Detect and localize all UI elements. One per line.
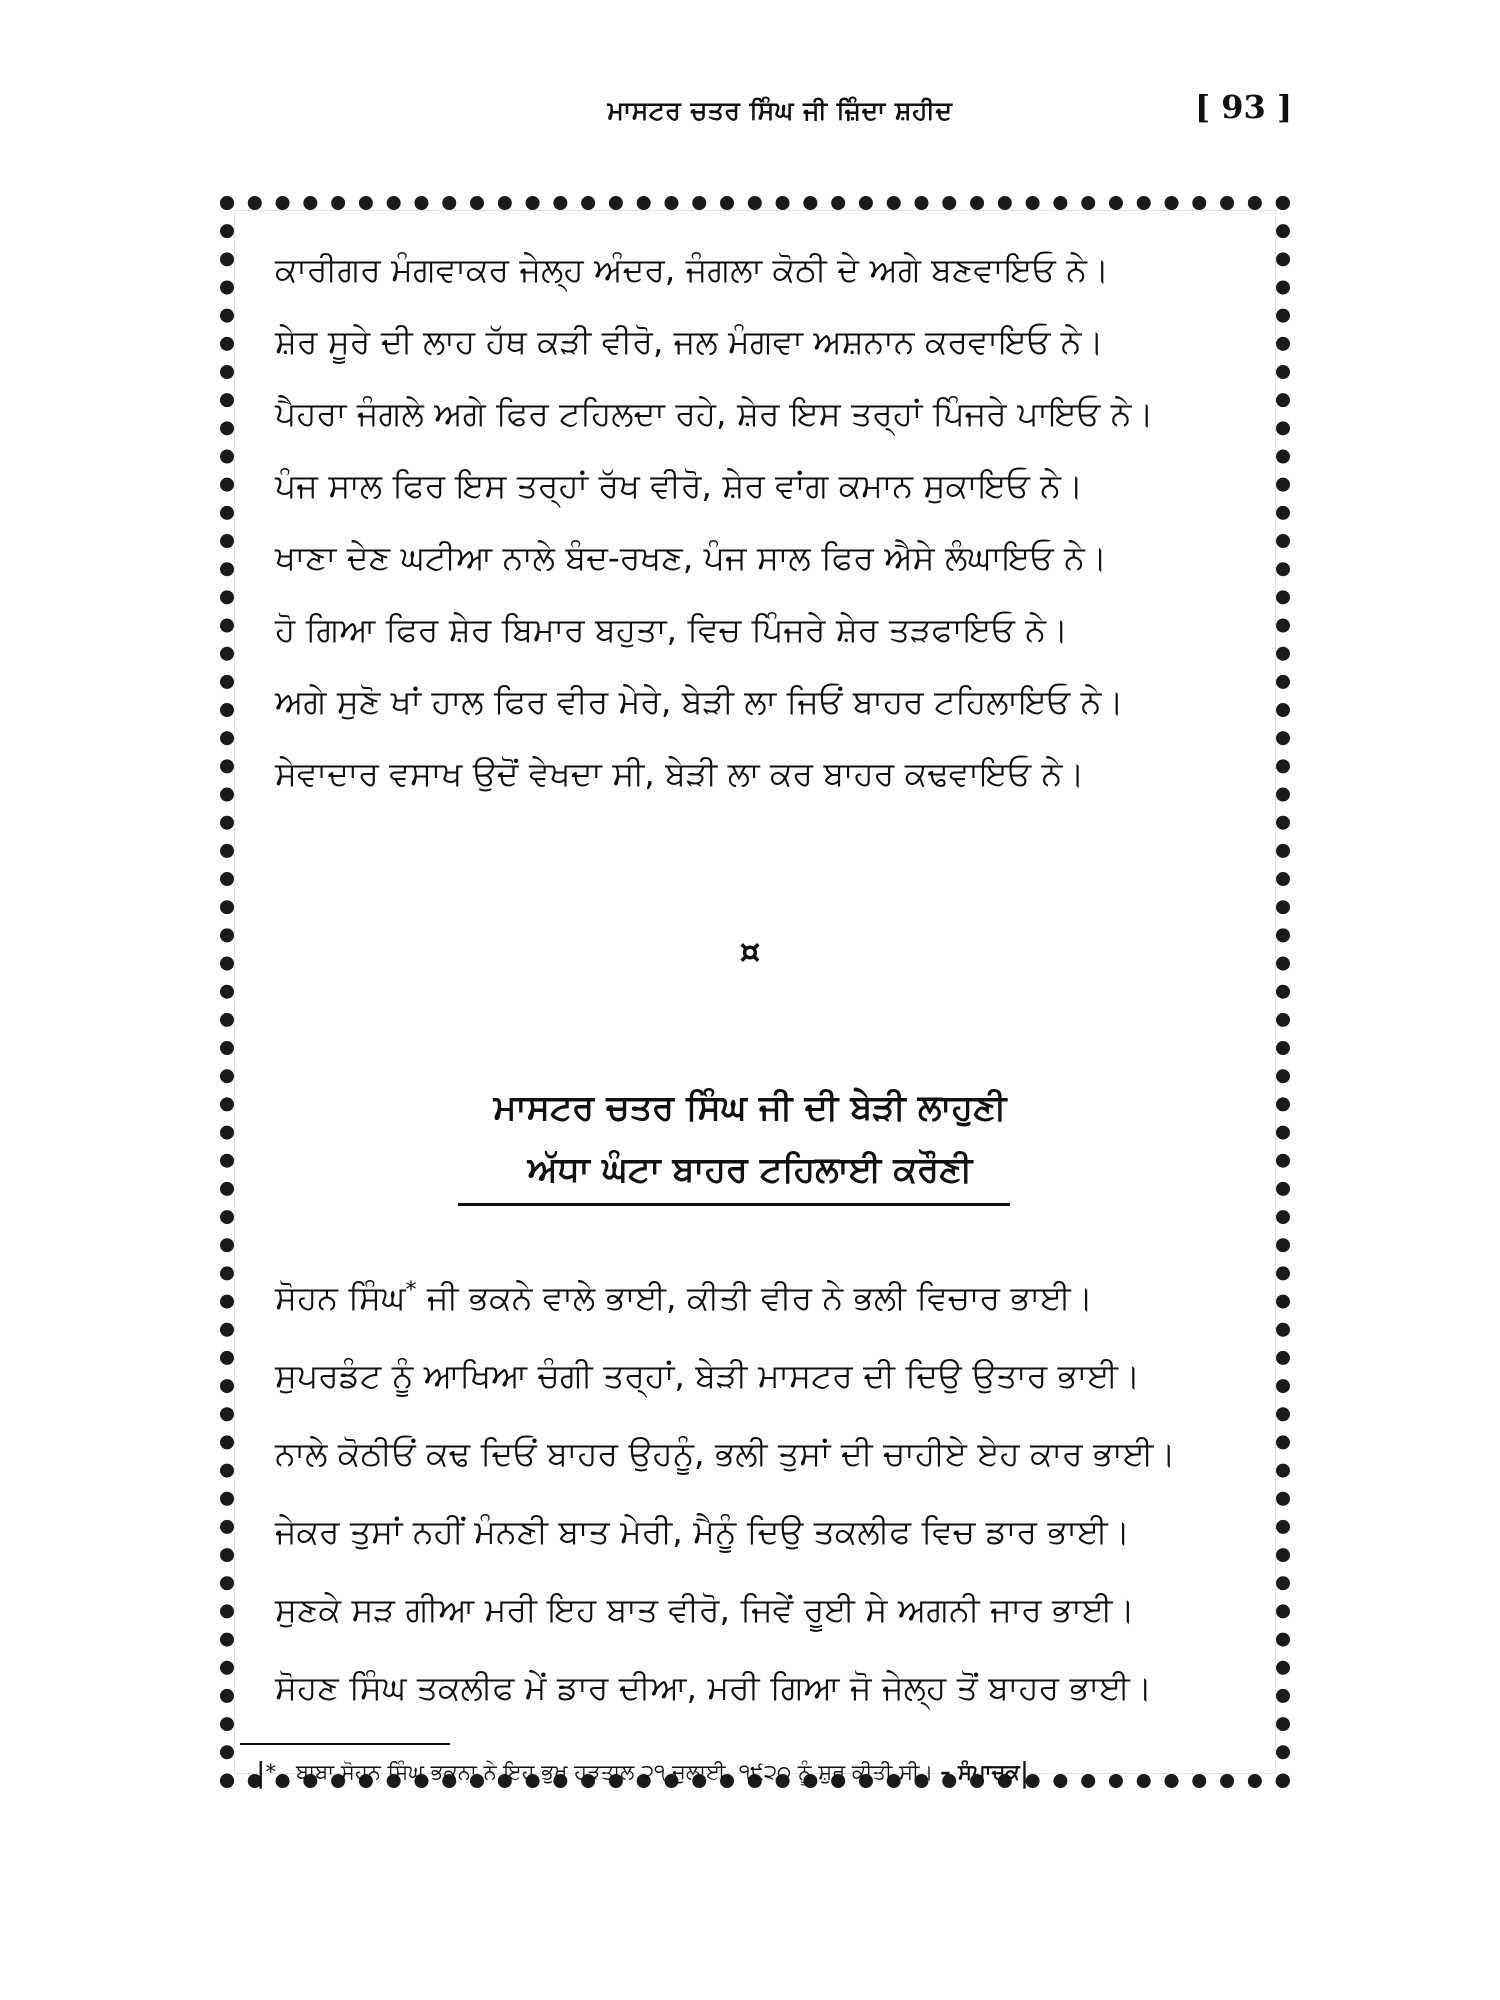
ornament-icon: ¤ [739, 932, 761, 972]
verse-line: ਸੁਣਕੇ ਸੜ ਗੀਆ ਮਰੀ ਇਹ ਬਾਤ ਵੀਰੋ, ਜਿਵੇਂ ਰੂਈ ਸੇ ਅਗਨੀ ਜਾਰ ਭਾਈ। [275, 1590, 1135, 1629]
section-title-line-2: ਅੱਧਾ ਘੰਟਾ ਬਾਹਰ ਟਹਿਲਾਈ ਕਰੌਣੀ [527, 1150, 973, 1190]
footnote-mark: * [405, 1278, 417, 1303]
verse-line: ਸੋਹਣ ਸਿੰਘ ਤਕਲੀਫ ਮੇਂ ਡਾਰ ਦੀਆ, ਮਰੀ ਗਿਆ ਜੋ ਜੇਲ੍ਹ ਤੋਂ ਬਾਹਰ ਭਾਈ। [275, 1668, 1153, 1707]
verse-line: ਜੇਕਰ ਤੁਸਾਂ ਨਹੀਂ ਮੰਨਣੀ ਬਾਤ ਮੇਰੀ, ਮੈਨੂੰ ਦਿਉ ਤਕਲੀਫ ਵਿਚ ਡਾਰ ਭਾਈ। [275, 1512, 1130, 1551]
verse-line: ਸ਼ੇਰ ਸੂਰੇ ਦੀ ਲਾਹ ਹੱਥ ਕੜੀ ਵੀਰੋ, ਜਲ ਮੰਗਵਾ ਅਸ਼ਨਾਨ ਕਰਵਾਇਓ ਨੇ। [275, 322, 1104, 361]
footnote-rule [240, 1743, 450, 1745]
title-underline [458, 1203, 1010, 1206]
verse-line: ਕਾਰੀਗਰ ਮੰਗਵਾਕਰ ਜੇਲ੍ਹ ਅੰਦਰ, ਜੰਗਲਾ ਕੋਠੀ ਦੇ ਅਗੇ ਬਣਵਾਇਓ ਨੇ। [275, 250, 1110, 289]
verse-line: ਪੈਹਰਾ ਜੰਗਲੇ ਅਗੇ ਫਿਰ ਟਹਿਲਦਾ ਰਹੇ, ਸ਼ੇਰ ਇਸ ਤਰ੍ਹਾਂ ਪਿੰਜਰੇ ਪਾਇਓ ਨੇ। [275, 394, 1154, 433]
section-title-line-1: ਮਾਸਟਰ ਚਤਰ ਸਿੰਘ ਜੀ ਦੀ ਬੇੜੀ ਲਾਹੁਣੀ [493, 1088, 1007, 1128]
footnote-open-bracket: | [256, 1756, 266, 1789]
verse-line [275, 1278, 1255, 1318]
verse-text: ਜੀ ਭਕਨੇ ਵਾਲੇ ਭਾਈ, ਕੀਤੀ ਵੀਰ ਨੇ ਭਲੀ ਵਿਚਾਰ ਭਾਈ। [416, 1278, 1094, 1317]
verse-line: ਅਗੇ ਸੁਣੋ ਖਾਂ ਹਾਲ ਫਿਰ ਵੀਰ ਮੇਰੇ, ਬੇੜੀ ਲਾ ਜਿਓਂ ਬਾਹਰ ਟਹਿਲਾਇਓ ਨੇ। [275, 682, 1124, 721]
verse-line: ਪੰਜ ਸਾਲ ਫਿਰ ਇਸ ਤਰ੍ਹਾਂ ਰੱਖ ਵੀਰੋ, ਸ਼ੇਰ ਵਾਂਗ ਕਮਾਨ ਸੁਕਾਇਓ ਨੇ। [275, 466, 1084, 505]
verse-text: ਸੋਹਨ ਸਿੰਘ [275, 1278, 406, 1317]
verse-line: ਸੁਪਰਡੰਟ ਨੂੰ ਆਖਿਆ ਚੰਗੀ ਤਰ੍ਹਾਂ, ਬੇੜੀ ਮਾਸਟਰ ਦੀ ਦਿਉ ਉਤਾਰ ਭਾਈ। [275, 1356, 1141, 1395]
footnote-text: ਬਾਬਾ ਸੋਹਨ ਸਿੰਘ ਭਕਨਾ ਨੇ ਇਹ ਭੁਖ ਹੜਤਾਲ ੨੧ ਜੁਲਾਈ, ੧੯੨੦ ਨੂੰ ਸ਼ੁਰੂ ਕੀਤੀ ਸੀ। [295, 1760, 934, 1784]
footnote-editor: – ਸੰਪਾਦਕ [940, 1760, 1020, 1784]
verse-line: ਸੇਵਾਦਾਰ ਵਸਾਖ ਉਦੋਂ ਵੇਖਦਾ ਸੀ, ਬੇੜੀ ਲਾ ਕਰ ਬਾਹਰ ਕਢਵਾਇਓ ਨੇ। [275, 754, 1085, 793]
footnote-close-bracket: | [1019, 1756, 1030, 1789]
verse-line: ਹੋ ਗਿਆ ਫਿਰ ਸ਼ੇਰ ਬਿਮਾਰ ਬਹੁਤਾ, ਵਿਚ ਪਿੰਜਰੇ ਸ਼ੇਰ ਤੜਫਾਇਓ ਨੇ। [275, 610, 1069, 649]
verse-line: ਨਾਲੇ ਕੋਠੀਓਂ ਕਢ ਦਿਓਂ ਬਾਹਰ ਉਹਨੂੰ, ਭਲੀ ਤੁਸਾਂ ਦੀ ਚਾਹੀਏ ਏਹ ਕਾਰ ਭਾਈ। [275, 1434, 1176, 1473]
footnote [256, 1756, 1266, 1789]
footnote-mark: * [265, 1760, 276, 1784]
verse-line: ਖਾਣਾ ਦੇਣ ਘਟੀਆ ਨਾਲੇ ਬੰਦ-ਰਖਣ, ਪੰਜ ਸਾਲ ਫਿਰ ਐਸੇ ਲੰਘਾਇਓ ਨੇ। [275, 538, 1108, 577]
running-title: ਮਾਸਟਰ ਚਤਰ ਸਿੰਘ ਜੀ ਜ਼ਿੰਦਾ ਸ਼ਹੀਦ [607, 96, 953, 125]
page-number: [ 93 ] [1195, 88, 1293, 126]
